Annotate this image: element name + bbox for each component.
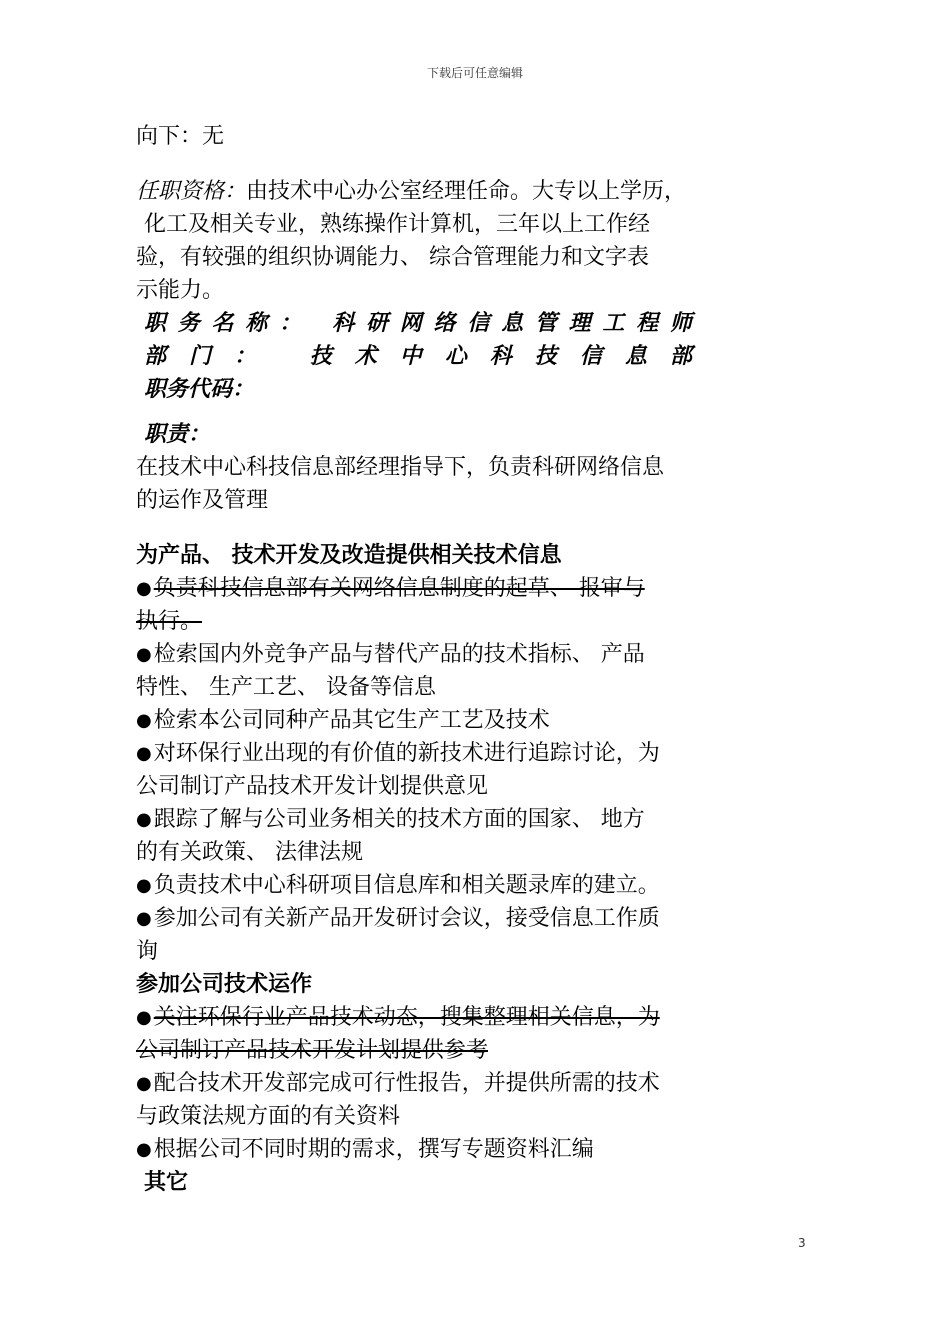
qualification-label: 任职资格： — [136, 179, 247, 204]
department-char — [279, 340, 287, 373]
department-char: 心 — [444, 344, 467, 369]
qualification-line2: 化工及相关专业，熟练操作计算机，三年以上工作经 — [144, 212, 651, 237]
department-char: 术 — [354, 344, 377, 369]
section2-bullet-item-line2: 与政策法规方面的有关资料 — [136, 1104, 401, 1129]
job-title-char: 网 — [399, 311, 422, 336]
section2-bullet-list — [136, 1001, 696, 1166]
bullet-dot-icon: ● — [136, 908, 152, 929]
bullet-dot-icon: ● — [136, 875, 152, 896]
department-char: 科 — [489, 344, 512, 369]
downward-line: 向下：无 — [136, 124, 225, 149]
section1-bullet-item-line2: 特性、 生产工艺、 设备等信息 — [136, 675, 436, 700]
section1-title: 为产品、 技术开发及改造提供相关技术信息 — [136, 543, 562, 568]
job-title-char — [313, 307, 321, 340]
section1-bullet-item — [136, 704, 696, 737]
section3-title: 其它 — [144, 1170, 189, 1195]
document-body — [136, 120, 696, 1199]
section1-bullet-item-line2: 公司制订产品技术开发计划提供意见 — [136, 774, 489, 799]
job-title-char: 程 — [636, 311, 659, 336]
bullet-dot-icon: ● — [136, 644, 152, 665]
section1-bullet-item-line1: 负责科技信息部有关网络信息制度的起草、 报审与 — [153, 576, 645, 601]
section2-title: 参加公司技术运作 — [136, 972, 313, 997]
department-char: 部 — [669, 344, 692, 369]
job-title-char: 职 — [144, 311, 167, 336]
section1-bullet-item — [136, 902, 696, 968]
duty-line1: 在技术中心科技信息部经理指导下，负责科研网络信息 — [136, 455, 665, 480]
section1-bullet-item — [136, 638, 696, 704]
bullet-dot-icon: ● — [136, 1007, 152, 1028]
job-title-char: 称 — [245, 311, 268, 336]
section1-bullet-item-line1: 检索本公司同种产品其它生产工艺及技术 — [153, 708, 550, 733]
department-char: 部 — [144, 344, 167, 369]
section1-bullet-list — [136, 572, 696, 968]
section2-bullet-item — [136, 1133, 696, 1166]
section1-bullet-item — [136, 572, 696, 638]
job-title-char: 研 — [366, 311, 389, 336]
job-title-char: 工 — [602, 311, 625, 336]
bullet-dot-icon: ● — [136, 1139, 152, 1160]
section2-bullet-item-line2: 公司制订产品技术开发计划提供参考 — [136, 1038, 489, 1063]
section1-bullet-item — [136, 869, 696, 902]
qualification-line1: 由技术中心办公室经理任命。大专以上学历， — [246, 179, 687, 204]
job-title-char: 务 — [177, 311, 200, 336]
section1-bullet-item-line1: 对环保行业出现的有价值的新技术进行追踪讨论，为 — [153, 741, 660, 766]
bullet-dot-icon: ● — [136, 710, 152, 731]
section1-bullet-item-line2: 的有关政策、 法律法规 — [136, 840, 363, 865]
section2-bullet-item-line1: 关注环保行业产品技术动态，搜集整理相关信息，为 — [153, 1005, 660, 1030]
duty-line2: 的运作及管理 — [136, 488, 269, 513]
section2-bullet-item — [136, 1067, 696, 1133]
department-char: ： — [234, 344, 257, 369]
job-title-char: 科 — [332, 311, 355, 336]
job-title-char: 息 — [501, 311, 524, 336]
job-code-label: 职务代码： — [144, 377, 255, 402]
duty-label: 职责： — [144, 422, 211, 447]
department-char: 技 — [309, 344, 332, 369]
department-char: 中 — [399, 344, 422, 369]
job-title-char: 管 — [534, 311, 557, 336]
section2-bullet-item-line1: 配合技术开发部完成可行性报告，并提供所需的技术 — [153, 1071, 660, 1096]
job-title-char: 理 — [568, 311, 591, 336]
bullet-dot-icon: ● — [136, 743, 152, 764]
qualification — [136, 175, 696, 307]
section1-bullet-item — [136, 803, 696, 869]
section1-bullet-item-line1: 跟踪了解与公司业务相关的技术方面的国家、 地方 — [153, 807, 645, 832]
job-title-char: 信 — [467, 311, 490, 336]
job-title-char: 络 — [433, 311, 456, 336]
job-title-line — [136, 307, 696, 340]
page-number: 3 — [798, 1236, 806, 1250]
section1-bullet-item-line1: 检索国内外竞争产品与替代产品的技术指标、 产品 — [153, 642, 645, 667]
section2-bullet-item — [136, 1001, 696, 1067]
duty-text — [136, 451, 696, 517]
department-char: 信 — [579, 344, 602, 369]
department-line — [136, 340, 696, 373]
section1-bullet-item — [136, 737, 696, 803]
section1-bullet-item-line2: 执行。 — [136, 609, 203, 634]
job-title-char: 名 — [211, 311, 234, 336]
department-char: 技 — [534, 344, 557, 369]
section1-bullet-item-line1: 参加公司有关新产品开发研讨会议，接受信息工作质 — [153, 906, 660, 931]
job-title-char: 师 — [669, 311, 692, 336]
qualification-line3: 验，有较强的组织协调能力、 综合管理能力和文字表 — [136, 245, 649, 270]
bullet-dot-icon: ● — [136, 578, 152, 599]
bullet-dot-icon: ● — [136, 1073, 152, 1094]
department-char: 门 — [189, 344, 212, 369]
bullet-dot-icon: ● — [136, 809, 152, 830]
department-char: 息 — [624, 344, 647, 369]
section1-bullet-item-line1: 负责技术中心科研项目信息库和相关题录库的建立。 — [153, 873, 660, 898]
section1-bullet-item-line2: 询 — [136, 939, 159, 964]
page-header: 下载后可任意编辑 — [426, 66, 523, 80]
job-title-char: ： — [279, 311, 302, 336]
section2-bullet-item-line1: 根据公司不同时期的需求，撰写专题资料汇编 — [153, 1137, 594, 1162]
qualification-line4: 示能力。 — [136, 278, 225, 303]
